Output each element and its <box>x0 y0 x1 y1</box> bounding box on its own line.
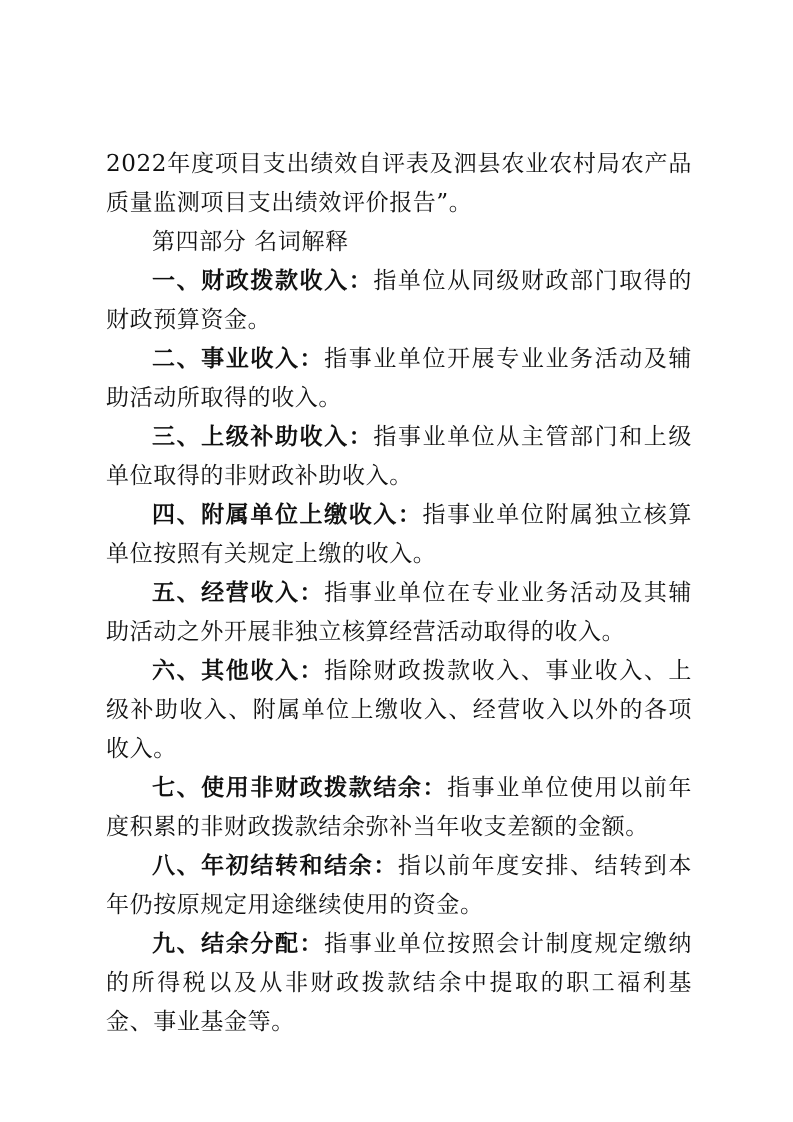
definition-desc: 指单位从同级财政部门取得的财政预算资金。 <box>106 268 692 333</box>
definition-paragraph-9 <box>106 925 692 1042</box>
definition-term: 六、其他收入： <box>152 658 325 684</box>
definition-desc: 指以前年度安排、结转到本年仍按原规定用途继续使用的资金。 <box>106 853 692 918</box>
definition-paragraph-2 <box>106 340 692 418</box>
definition-paragraph-6 <box>106 652 692 769</box>
definition-desc: 指事业单位使用以前年度积累的非财政拨款结余弥补当年收支差额的金额。 <box>106 775 693 840</box>
definition-term: 三、上级补助收入： <box>152 424 374 450</box>
intro-paragraph: 2022年度项目支出绩效自评表及泗县农业农村局农产品质量监测项目支出绩效评价报告”。 <box>106 151 692 216</box>
definition-paragraph-8 <box>106 847 692 925</box>
definition-term: 八、年初结转和结余： <box>152 853 398 879</box>
definition-term: 五、经营收入： <box>152 580 325 606</box>
definition-desc: 指事业单位开展专业业务活动及辅助活动所取得的收入。 <box>106 346 693 411</box>
definition-desc: 指事业单位在专业业务活动及其辅助活动之外开展非独立核算经营活动取得的收入。 <box>106 580 693 645</box>
section-heading: 第四部分 名词解释 <box>152 229 349 255</box>
definition-paragraph-4 <box>106 496 692 574</box>
definition-desc: 指事业单位附属独立核算单位按照有关规定上缴的收入。 <box>106 502 692 567</box>
document-body <box>106 145 692 1042</box>
definition-term: 七、使用非财政拨款结余： <box>152 775 448 801</box>
definition-term: 九、结余分配： <box>152 931 325 957</box>
definition-desc: 指事业单位从主管部门和上级单位取得的非财政补助收入。 <box>106 424 692 489</box>
definition-term: 一、财政拨款收入： <box>152 268 374 294</box>
definition-term: 四、附属单位上缴收入： <box>152 502 423 528</box>
definition-term: 二、事业收入： <box>152 346 325 372</box>
definition-desc: 指除财政拨款收入、事业收入、上级补助收入、附属单位上缴收入、经营收入以外的各项收入。 <box>106 658 693 762</box>
definition-desc: 指事业单位按照会计制度规定缴纳的所得税以及从非财政拨款结余中提取的职工福利基金、事业基金等。 <box>106 931 693 1035</box>
definition-paragraph-3 <box>106 418 692 496</box>
definition-paragraph-5 <box>106 574 692 652</box>
definition-paragraph-1 <box>106 262 692 340</box>
definition-paragraph-7 <box>106 769 692 847</box>
